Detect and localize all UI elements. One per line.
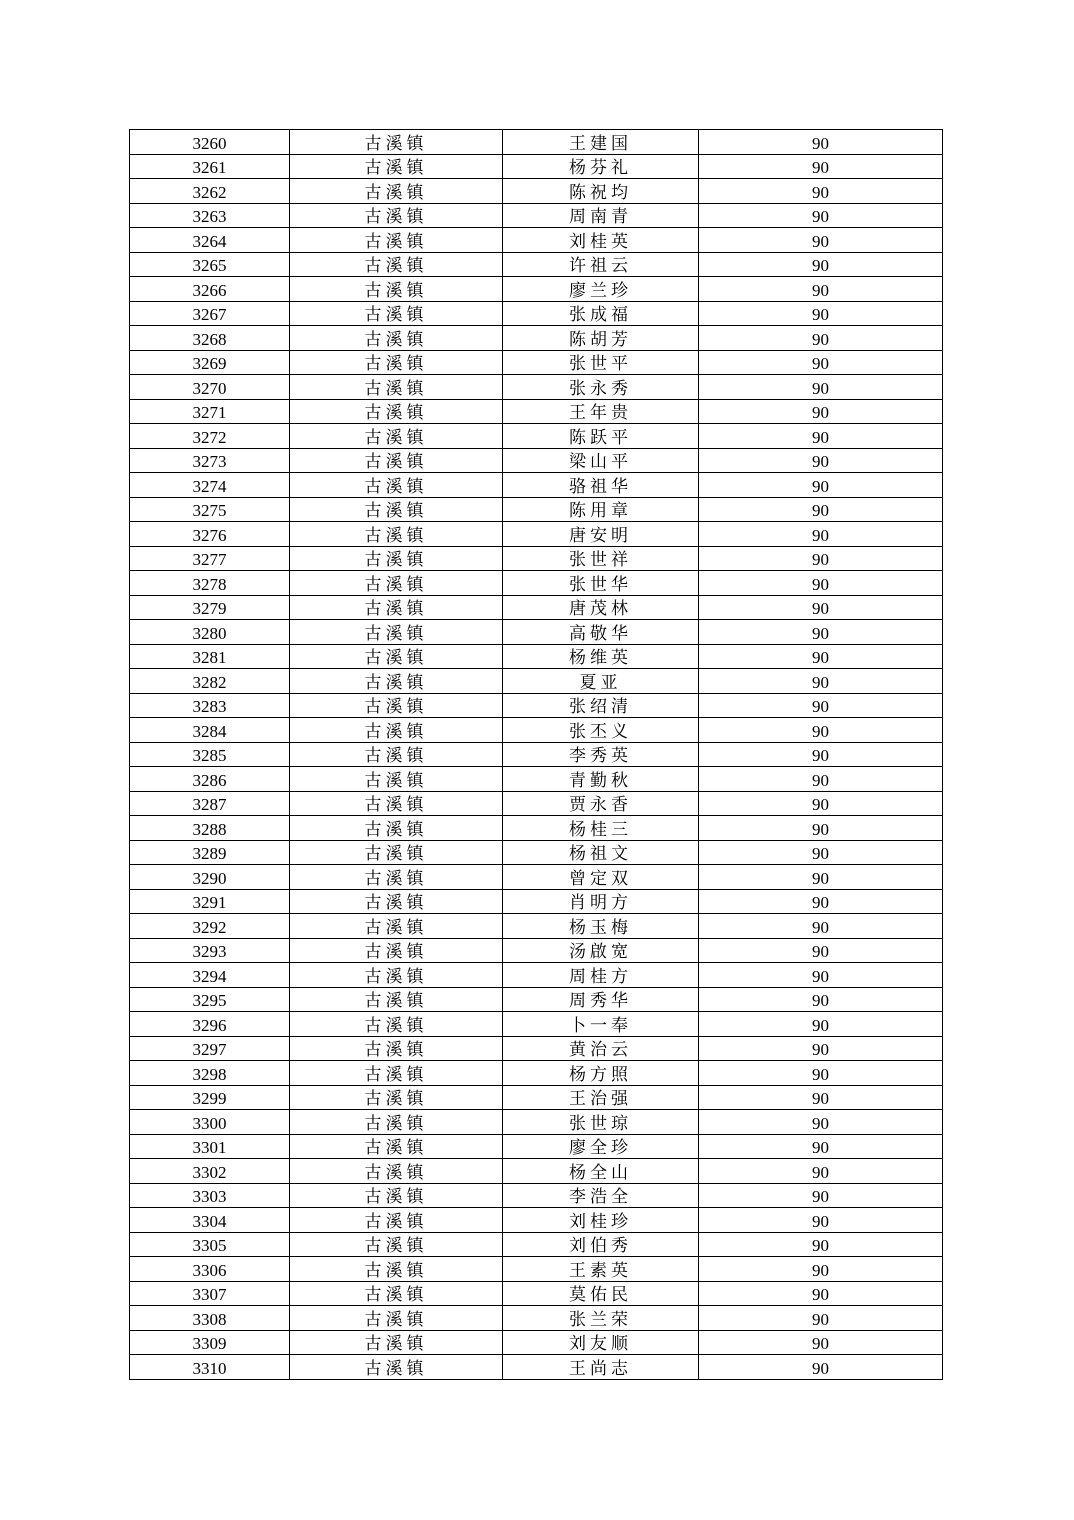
town-cell: 古溪镇 [290,252,503,277]
table-row [130,963,943,988]
person-name-cell: 唐安明 [503,522,699,547]
amount-cell: 90 [699,595,943,620]
row-number-cell: 3260 [130,130,290,155]
person-name-cell: 张永秀 [503,375,699,400]
row-number-cell: 3299 [130,1085,290,1110]
person-name-cell: 张兰荣 [503,1306,699,1331]
table-row [130,1061,943,1086]
person-name-cell: 王年贵 [503,399,699,424]
person-name-cell: 唐茂林 [503,595,699,620]
row-number-cell: 3308 [130,1306,290,1331]
town-cell: 古溪镇 [290,399,503,424]
town-cell: 古溪镇 [290,130,503,155]
person-name-cell: 高敬华 [503,620,699,645]
amount-cell: 90 [699,816,943,841]
person-name-cell: 黄治云 [503,1036,699,1061]
amount-cell: 90 [699,203,943,228]
town-cell: 古溪镇 [290,742,503,767]
table-row [130,767,943,792]
town-cell: 古溪镇 [290,497,503,522]
row-number-cell: 3264 [130,228,290,253]
row-number-cell: 3303 [130,1183,290,1208]
town-cell: 古溪镇 [290,963,503,988]
amount-cell: 90 [699,693,943,718]
amount-cell: 90 [699,1355,943,1380]
row-number-cell: 3267 [130,301,290,326]
amount-cell: 90 [699,644,943,669]
amount-cell: 90 [699,767,943,792]
person-name-cell: 张世华 [503,571,699,596]
amount-cell: 90 [699,620,943,645]
table-row [130,1281,943,1306]
person-name-cell: 骆祖华 [503,473,699,498]
amount-cell: 90 [699,228,943,253]
row-number-cell: 3269 [130,350,290,375]
town-cell: 古溪镇 [290,791,503,816]
town-cell: 古溪镇 [290,1110,503,1135]
person-name-cell: 张世平 [503,350,699,375]
row-number-cell: 3288 [130,816,290,841]
row-number-cell: 3281 [130,644,290,669]
amount-cell: 90 [699,1012,943,1037]
row-number-cell: 3285 [130,742,290,767]
row-number-cell: 3275 [130,497,290,522]
town-cell: 古溪镇 [290,375,503,400]
person-name-cell: 王素英 [503,1257,699,1282]
row-number-cell: 3261 [130,154,290,179]
amount-cell: 90 [699,1281,943,1306]
table-row [130,865,943,890]
town-cell: 古溪镇 [290,767,503,792]
table-row [130,644,943,669]
row-number-cell: 3263 [130,203,290,228]
town-cell: 古溪镇 [290,669,503,694]
town-cell: 古溪镇 [290,522,503,547]
amount-cell: 90 [699,1085,943,1110]
person-name-cell: 杨方照 [503,1061,699,1086]
amount-cell: 90 [699,1134,943,1159]
amount-cell: 90 [699,938,943,963]
person-name-cell: 莫佑民 [503,1281,699,1306]
amount-cell: 90 [699,252,943,277]
town-cell: 古溪镇 [290,644,503,669]
table-row [130,424,943,449]
amount-cell: 90 [699,1061,943,1086]
row-number-cell: 3291 [130,889,290,914]
town-cell: 古溪镇 [290,1330,503,1355]
person-name-cell: 杨玉梅 [503,914,699,939]
town-cell: 古溪镇 [290,1257,503,1282]
row-number-cell: 3266 [130,277,290,302]
table-row [130,571,943,596]
table-row [130,497,943,522]
row-number-cell: 3270 [130,375,290,400]
town-cell: 古溪镇 [290,154,503,179]
person-name-cell: 杨全山 [503,1159,699,1184]
row-number-cell: 3297 [130,1036,290,1061]
table-row [130,252,943,277]
amount-cell: 90 [699,963,943,988]
row-number-cell: 3289 [130,840,290,865]
row-number-cell: 3271 [130,399,290,424]
table-row [130,1110,943,1135]
town-cell: 古溪镇 [290,595,503,620]
town-cell: 古溪镇 [290,1281,503,1306]
town-cell: 古溪镇 [290,1159,503,1184]
amount-cell: 90 [699,473,943,498]
row-number-cell: 3274 [130,473,290,498]
amount-cell: 90 [699,326,943,351]
town-cell: 古溪镇 [290,620,503,645]
town-cell: 古溪镇 [290,301,503,326]
row-number-cell: 3277 [130,546,290,571]
row-number-cell: 3283 [130,693,290,718]
amount-cell: 90 [699,546,943,571]
row-number-cell: 3282 [130,669,290,694]
person-name-cell: 夏亚 [503,669,699,694]
town-cell: 古溪镇 [290,350,503,375]
table-row [130,228,943,253]
table-row [130,350,943,375]
amount-cell: 90 [699,1330,943,1355]
amount-cell: 90 [699,277,943,302]
amount-cell: 90 [699,1183,943,1208]
row-number-cell: 3278 [130,571,290,596]
town-cell: 古溪镇 [290,473,503,498]
amount-cell: 90 [699,375,943,400]
row-number-cell: 3292 [130,914,290,939]
person-name-cell: 许祖云 [503,252,699,277]
amount-cell: 90 [699,571,943,596]
amount-cell: 90 [699,424,943,449]
row-number-cell: 3301 [130,1134,290,1159]
table-row [130,1183,943,1208]
amount-cell: 90 [699,1159,943,1184]
town-cell: 古溪镇 [290,228,503,253]
row-number-cell: 3310 [130,1355,290,1380]
table-row [130,1134,943,1159]
person-name-cell: 陈祝均 [503,179,699,204]
row-number-cell: 3307 [130,1281,290,1306]
table-row [130,1355,943,1380]
person-name-cell: 张世琼 [503,1110,699,1135]
town-cell: 古溪镇 [290,1355,503,1380]
row-number-cell: 3306 [130,1257,290,1282]
row-number-cell: 3284 [130,718,290,743]
table-row [130,595,943,620]
town-cell: 古溪镇 [290,326,503,351]
person-name-cell: 杨芬礼 [503,154,699,179]
row-number-cell: 3286 [130,767,290,792]
amount-cell: 90 [699,987,943,1012]
row-number-cell: 3294 [130,963,290,988]
table-row [130,277,943,302]
town-cell: 古溪镇 [290,448,503,473]
row-number-cell: 3287 [130,791,290,816]
person-name-cell: 张世祥 [503,546,699,571]
person-name-cell: 刘友顺 [503,1330,699,1355]
amount-cell: 90 [699,399,943,424]
table-row [130,546,943,571]
amount-cell: 90 [699,840,943,865]
table-body [130,130,943,1380]
row-number-cell: 3305 [130,1232,290,1257]
town-cell: 古溪镇 [290,571,503,596]
table-row [130,301,943,326]
person-name-cell: 廖兰珍 [503,277,699,302]
town-cell: 古溪镇 [290,816,503,841]
amount-cell: 90 [699,742,943,767]
amount-cell: 90 [699,497,943,522]
row-number-cell: 3273 [130,448,290,473]
amount-cell: 90 [699,791,943,816]
town-cell: 古溪镇 [290,546,503,571]
row-number-cell: 3276 [130,522,290,547]
table-row [130,326,943,351]
table-row [130,889,943,914]
row-number-cell: 3290 [130,865,290,890]
table-row [130,669,943,694]
town-cell: 古溪镇 [290,1232,503,1257]
person-name-cell: 杨维英 [503,644,699,669]
person-name-cell: 张绍清 [503,693,699,718]
table-row [130,203,943,228]
town-cell: 古溪镇 [290,277,503,302]
table-row [130,154,943,179]
table-row [130,1232,943,1257]
person-name-cell: 廖全珍 [503,1134,699,1159]
town-cell: 古溪镇 [290,987,503,1012]
amount-cell: 90 [699,865,943,890]
amount-cell: 90 [699,522,943,547]
table-row [130,791,943,816]
person-name-cell: 周秀华 [503,987,699,1012]
person-name-cell: 周桂方 [503,963,699,988]
person-name-cell: 李秀英 [503,742,699,767]
town-cell: 古溪镇 [290,914,503,939]
person-name-cell: 贾永香 [503,791,699,816]
amount-cell: 90 [699,669,943,694]
row-number-cell: 3262 [130,179,290,204]
amount-cell: 90 [699,179,943,204]
town-cell: 古溪镇 [290,1183,503,1208]
table-row [130,1306,943,1331]
person-name-cell: 刘桂珍 [503,1208,699,1233]
person-name-cell: 卜一奉 [503,1012,699,1037]
amount-cell: 90 [699,718,943,743]
amount-cell: 90 [699,154,943,179]
table-row [130,1085,943,1110]
data-table [129,129,943,1380]
row-number-cell: 3309 [130,1330,290,1355]
row-number-cell: 3265 [130,252,290,277]
person-name-cell: 汤啟宽 [503,938,699,963]
town-cell: 古溪镇 [290,203,503,228]
amount-cell: 90 [699,914,943,939]
town-cell: 古溪镇 [290,1306,503,1331]
person-name-cell: 王尚志 [503,1355,699,1380]
amount-cell: 90 [699,130,943,155]
table-row [130,1036,943,1061]
table-row [130,620,943,645]
table-row [130,473,943,498]
table-row [130,840,943,865]
table-row [130,179,943,204]
table-row [130,987,943,1012]
town-cell: 古溪镇 [290,938,503,963]
table-row [130,1159,943,1184]
person-name-cell: 李浩全 [503,1183,699,1208]
row-number-cell: 3304 [130,1208,290,1233]
person-name-cell: 陈用章 [503,497,699,522]
table-row [130,1330,943,1355]
row-number-cell: 3293 [130,938,290,963]
town-cell: 古溪镇 [290,1036,503,1061]
town-cell: 古溪镇 [290,889,503,914]
town-cell: 古溪镇 [290,424,503,449]
row-number-cell: 3279 [130,595,290,620]
amount-cell: 90 [699,889,943,914]
table-row [130,375,943,400]
table-row [130,130,943,155]
person-name-cell: 周南青 [503,203,699,228]
town-cell: 古溪镇 [290,1134,503,1159]
person-name-cell: 张丕义 [503,718,699,743]
table-row [130,522,943,547]
person-name-cell: 王治强 [503,1085,699,1110]
town-cell: 古溪镇 [290,840,503,865]
table-row [130,399,943,424]
person-name-cell: 张成福 [503,301,699,326]
person-name-cell: 曾定双 [503,865,699,890]
table-row [130,693,943,718]
person-name-cell: 刘桂英 [503,228,699,253]
person-name-cell: 梁山平 [503,448,699,473]
amount-cell: 90 [699,1208,943,1233]
town-cell: 古溪镇 [290,1085,503,1110]
person-name-cell: 刘伯秀 [503,1232,699,1257]
row-number-cell: 3300 [130,1110,290,1135]
row-number-cell: 3295 [130,987,290,1012]
table-row [130,742,943,767]
amount-cell: 90 [699,1110,943,1135]
table-row [130,718,943,743]
town-cell: 古溪镇 [290,1012,503,1037]
amount-cell: 90 [699,448,943,473]
town-cell: 古溪镇 [290,865,503,890]
amount-cell: 90 [699,1257,943,1282]
town-cell: 古溪镇 [290,179,503,204]
amount-cell: 90 [699,1036,943,1061]
table-row [130,448,943,473]
row-number-cell: 3298 [130,1061,290,1086]
table-row [130,914,943,939]
person-name-cell: 青勤秋 [503,767,699,792]
town-cell: 古溪镇 [290,718,503,743]
town-cell: 古溪镇 [290,1208,503,1233]
row-number-cell: 3296 [130,1012,290,1037]
amount-cell: 90 [699,1306,943,1331]
row-number-cell: 3280 [130,620,290,645]
row-number-cell: 3302 [130,1159,290,1184]
amount-cell: 90 [699,1232,943,1257]
table-row [130,1012,943,1037]
person-name-cell: 王建国 [503,130,699,155]
town-cell: 古溪镇 [290,1061,503,1086]
table-row [130,1208,943,1233]
person-name-cell: 杨祖文 [503,840,699,865]
row-number-cell: 3268 [130,326,290,351]
person-name-cell: 陈胡芳 [503,326,699,351]
table-row [130,816,943,841]
person-name-cell: 陈跃平 [503,424,699,449]
amount-cell: 90 [699,350,943,375]
amount-cell: 90 [699,301,943,326]
table-row [130,938,943,963]
table-row [130,1257,943,1282]
town-cell: 古溪镇 [290,693,503,718]
person-name-cell: 杨桂三 [503,816,699,841]
row-number-cell: 3272 [130,424,290,449]
person-name-cell: 肖明方 [503,889,699,914]
